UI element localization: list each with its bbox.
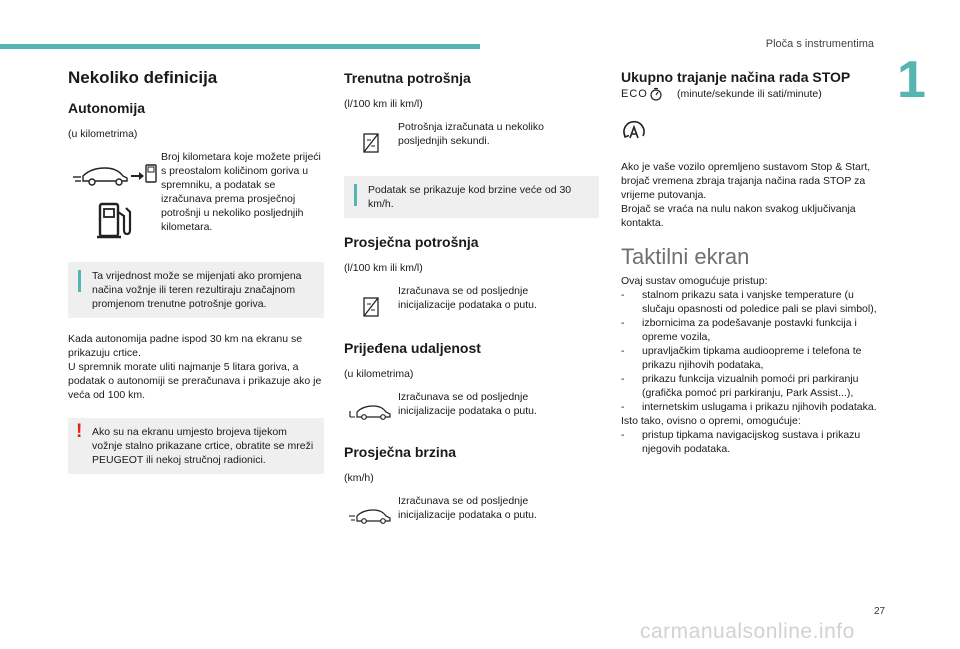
autonomy-heading: Autonomija bbox=[68, 100, 145, 116]
list-item: - stalnom prikazu sata i vanjske temperature (u slučaju opasnosti od poledice pali se plavi simbol), bbox=[621, 288, 879, 316]
warning-icon: ! bbox=[76, 421, 83, 442]
instant-consumption-unit: (l/100 km ili km/l) bbox=[344, 98, 423, 110]
car-distance-icon bbox=[349, 402, 393, 420]
stop-duration-description: Ako je vaše vozilo opremljeno sustavom Stop & Start, brojač vremena zbraja trajanja načina rada STOP za vrijeme putovanja. Brojač se vraća na nulu nakon svakog uključivanja kontakta. bbox=[621, 161, 871, 229]
average-consumption-definition bbox=[344, 284, 599, 318]
chapter-number: 1 bbox=[897, 51, 926, 109]
stop-duration-unit-row bbox=[621, 87, 879, 101]
stop-duration-unit: (minute/sekunde ili sati/minute) bbox=[677, 88, 822, 100]
average-consumption-heading: Prosječna potrošnja bbox=[344, 234, 479, 250]
stop-duration-heading: Ukupno trajanje načina rada STOP bbox=[621, 69, 851, 85]
autonomy-description: Broj kilometara koje možete prijeći s preostalom količinom goriva u spremniku, a podatak se izračunava prema prosječnoj potrošnji u nekoliko posljednjih kilometara. bbox=[161, 151, 321, 233]
instant-consumption-definition bbox=[344, 120, 599, 154]
autonomy-unit: (u kilometrima) bbox=[68, 128, 138, 140]
average-consumption-description: Izračunava se od posljednje inicijalizacije podataka o putu. bbox=[398, 285, 537, 311]
info-icon bbox=[354, 184, 357, 206]
car-range-icon bbox=[69, 162, 159, 188]
average-speed-description: Izračunava se od posljednje inicijalizacije podataka o putu. bbox=[398, 495, 537, 521]
info-note-text: Podatak se prikazuje kod brzine veće od 30 km/h. bbox=[368, 184, 572, 210]
list-item: - upravljačkim tipkama audioopreme i telefona te prikazu njihovih podataka, bbox=[621, 344, 879, 372]
list-item: - izbornicima za podešavanje postavki funkcija i opreme vozila, bbox=[621, 316, 879, 344]
eco-label: ECO bbox=[621, 88, 648, 100]
header-accent-bar bbox=[0, 44, 480, 49]
info-icon bbox=[78, 270, 81, 292]
info-note bbox=[344, 176, 599, 218]
instant-consumption-description: Potrošnja izračunata u nekoliko posljednjih sekundi. bbox=[398, 121, 544, 147]
fuel-gauge-icon bbox=[362, 132, 380, 154]
touchscreen-features-list bbox=[621, 288, 879, 414]
average-consumption-unit: (l/100 km ili km/l) bbox=[344, 262, 423, 274]
running-title: Ploča s instrumentima bbox=[765, 38, 874, 50]
info-note-text: Ta vrijednost može se mijenjati ako promjena načina vožnje ili teren rezultiraju značajnom promjenom trenutne potrošnje goriva. bbox=[92, 270, 302, 310]
touchscreen-intro: Ovaj sustav omogućuje pristup: bbox=[621, 275, 768, 287]
warning-note-text: Ako su na ekranu umjesto brojeva tijekom vožnje stalno prikazane crtice, obratite se mreži PEUGEOT ili nekoj stručnoj radionici. bbox=[92, 426, 314, 466]
watermark: carmanualsonline.info bbox=[640, 620, 855, 643]
average-speed-unit: (km/h) bbox=[344, 472, 374, 484]
list-item: - pristup tipkama navigacijskog sustava i prikazu njegovih podataka. bbox=[621, 428, 879, 456]
column-stop-and-touchscreen bbox=[621, 64, 879, 456]
autonomy-paragraph: Kada autonomija padne ispod 30 km na ekranu se prikazuju crtice. U spremnik morate uliti najmanje 5 litara goriva, a podatak o autonomiji se preračunava i prikazuje ako je veća od 100 km. bbox=[68, 333, 322, 401]
warning-note bbox=[68, 418, 324, 474]
list-item: - internetskim uslugama i prikazu njihovih podataka. bbox=[621, 400, 879, 414]
page-number: 27 bbox=[874, 606, 886, 617]
touchscreen-intro-optional: Isto tako, ovisno o opremi, omogućuje: bbox=[621, 415, 801, 427]
autonomy-definition bbox=[68, 150, 324, 242]
touchscreen-optional-list bbox=[621, 428, 879, 456]
fuel-gauge-icon bbox=[362, 296, 380, 318]
stop-start-icon bbox=[621, 119, 647, 145]
average-speed-heading: Prosječna brzina bbox=[344, 444, 457, 460]
car-speed-icon bbox=[349, 506, 393, 524]
distance-definition bbox=[344, 390, 599, 420]
average-speed-definition bbox=[344, 494, 599, 524]
stop-timer-icon bbox=[649, 87, 663, 101]
distance-heading: Prijeđena udaljenost bbox=[344, 340, 481, 356]
fuel-pump-icon bbox=[94, 200, 134, 242]
distance-unit: (u kilometrima) bbox=[344, 368, 414, 380]
info-note bbox=[68, 262, 324, 318]
column-consumption bbox=[344, 64, 599, 524]
list-item: - prikazu funkcija vizualnih pomoći pri parkiranju (grafička pomoć pri parkiranju, Park Assist...), bbox=[621, 372, 879, 400]
instant-consumption-heading: Trenutna potrošnja bbox=[344, 70, 471, 86]
section-title: Nekoliko definicija bbox=[68, 68, 218, 87]
touchscreen-heading: Taktilni ekran bbox=[621, 244, 750, 269]
column-definitions bbox=[68, 64, 324, 474]
distance-description: Izračunava se od posljednje inicijalizacije podataka o putu. bbox=[398, 391, 537, 417]
